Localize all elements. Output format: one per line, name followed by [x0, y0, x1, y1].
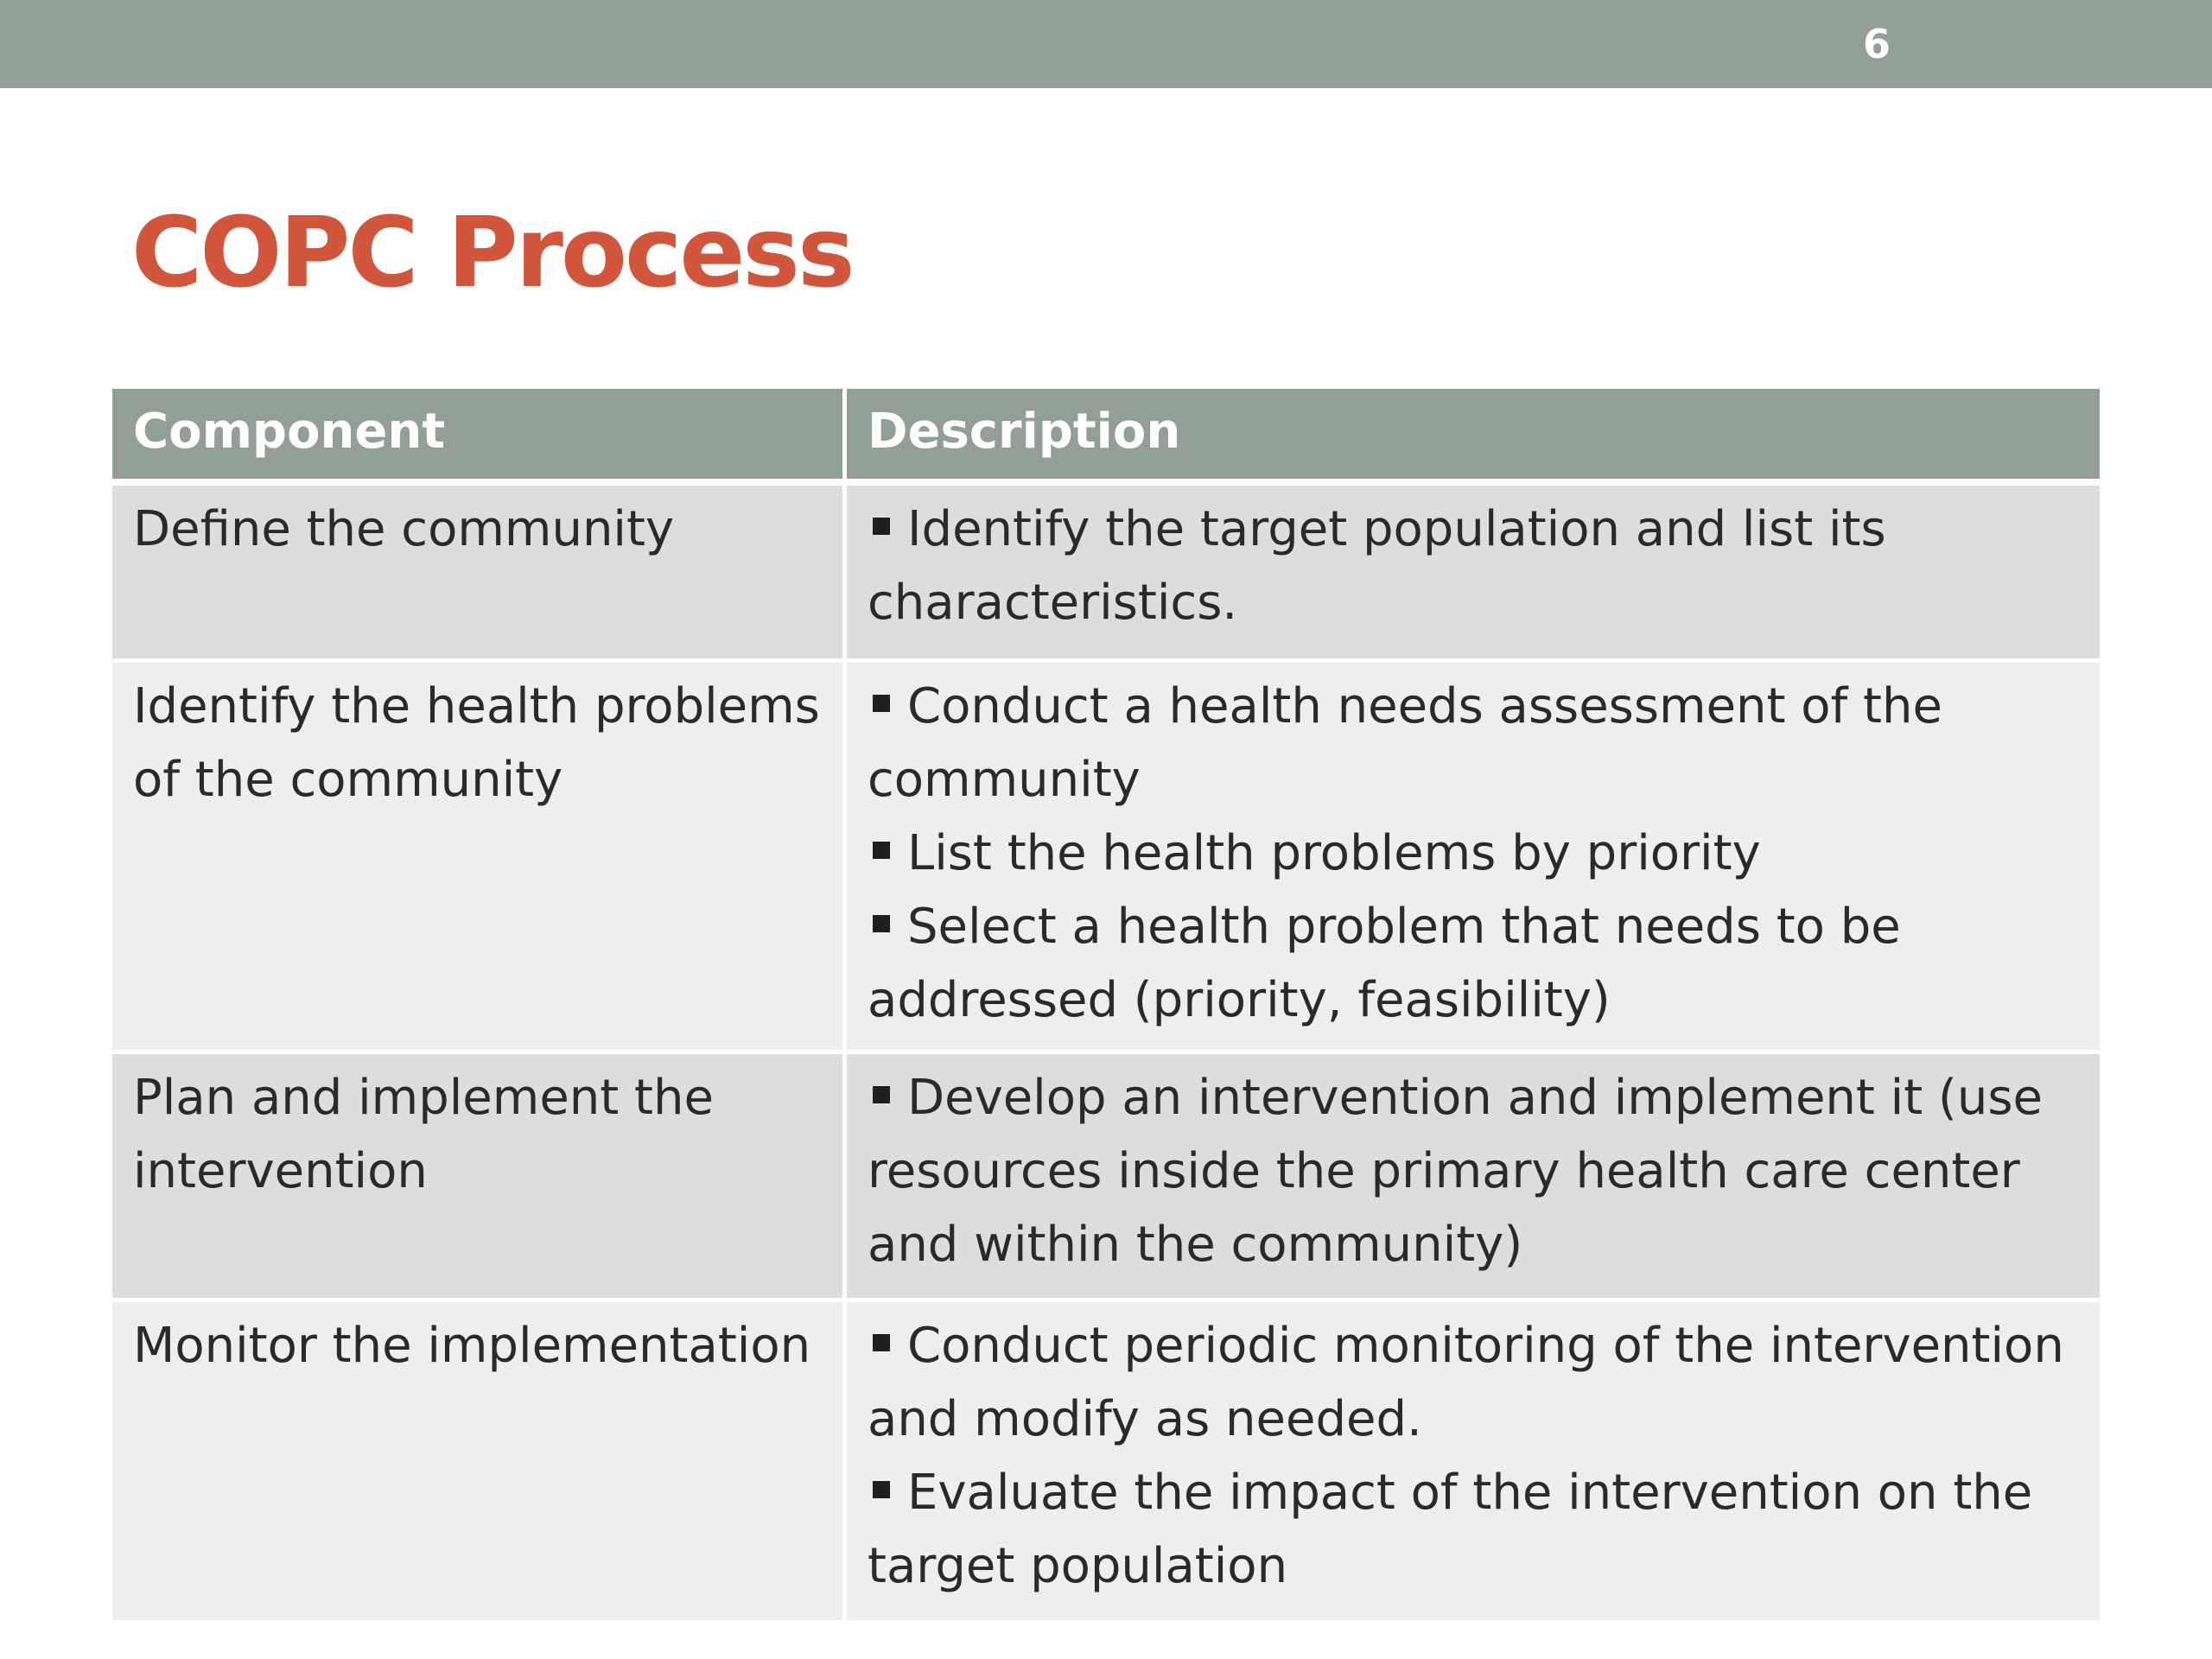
description-bullet-item	[868, 493, 2081, 639]
description-bullet-item	[868, 890, 2081, 1037]
bullet-text: Conduct periodic monitoring of the intervention and modify as needed.	[868, 1318, 2064, 1447]
square-bullet-icon	[873, 1086, 890, 1103]
bullet-text: Select a health problem that needs to be addressed (priority, feasibility)	[868, 899, 1901, 1028]
square-bullet-icon	[873, 915, 890, 932]
bullet-text: Conduct a health needs assessment of the community	[868, 678, 1942, 808]
table-row	[112, 486, 2100, 663]
square-bullet-icon	[873, 842, 890, 859]
slide-number: 6	[1862, 21, 1891, 67]
description-cell	[847, 486, 2100, 663]
description-bullet-item	[868, 817, 2081, 890]
description-cell	[847, 1054, 2100, 1302]
description-bullet-item	[868, 670, 2081, 817]
component-cell: Monitor the implementation	[112, 1302, 847, 1620]
component-cell: Plan and implement the intervention	[112, 1054, 847, 1302]
column-header-component: Component	[112, 389, 847, 486]
bullet-text: Identify the target population and list its characteristics.	[868, 501, 1886, 631]
component-cell: Define the community	[112, 486, 847, 663]
slide-header-bar	[0, 0, 2212, 88]
table-header-row	[112, 389, 2100, 486]
table-row	[112, 1054, 2100, 1302]
table-row	[112, 663, 2100, 1054]
table-row	[112, 1302, 2100, 1620]
description-bullet-item	[868, 1456, 2081, 1603]
square-bullet-icon	[873, 1334, 890, 1351]
description-cell	[847, 1302, 2100, 1620]
description-cell	[847, 663, 2100, 1054]
square-bullet-icon	[873, 695, 890, 712]
description-bullet-item	[868, 1061, 2081, 1281]
square-bullet-icon	[873, 518, 890, 535]
slide-title: COPC Process	[131, 197, 853, 309]
description-bullet-item	[868, 1309, 2081, 1456]
component-cell: Identify the health problems of the community	[112, 663, 847, 1054]
bullet-text: Evaluate the impact of the intervention on the target population	[868, 1465, 2033, 1594]
bullet-text: Develop an intervention and implement it (use resources inside the primary health care center and within the community)	[868, 1070, 2043, 1273]
bullet-text: List the health problems by priority	[907, 825, 1761, 881]
column-header-description: Description	[847, 389, 2100, 486]
square-bullet-icon	[873, 1481, 890, 1498]
copc-process-table	[112, 389, 2100, 1620]
